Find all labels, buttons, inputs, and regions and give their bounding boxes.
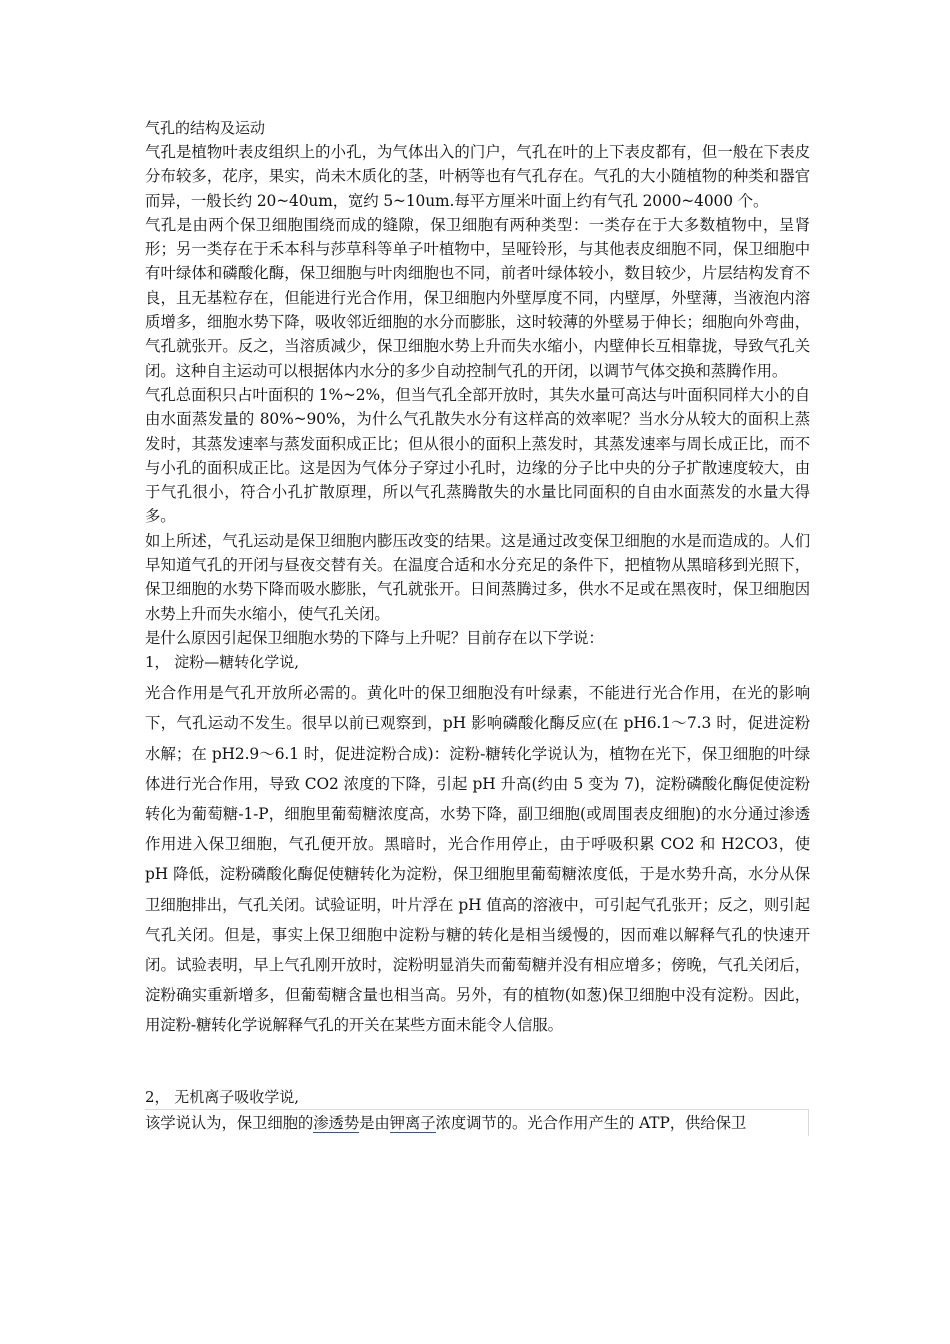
section2-text-before: 该学说认为，保卫细胞的 [145,1113,314,1132]
paragraph-guard-cells: 气孔是由两个保卫细胞围绕而成的缝隙，保卫细胞有两种类型：一类存在于大多数植物中，呈肾形；另一类存在于禾本科与莎草科等单子叶植物中，呈哑铃形，与其他表皮细胞不同，保卫细胞中有叶绿体和磷酸化酶，保卫细胞与叶肉细胞也不同，前者叶绿体较小，数目较少，片层结构发育不良，且无基粒存在，但能进行光合作用，保卫细胞内外壁厚度不同，内壁厚，外壁薄，当液泡内溶质增多，细胞水势下降，吸收邻近细胞的水分而膨胀，这时较薄的外壁易于伸长；细胞向外弯曲，气孔就张开。反之，当溶质减少，保卫细胞水势上升而失水缩小，内壁伸长互相靠拢，导致气孔关闭。这种自主运动可以根据体内水分的多少自动控制气孔的开闭，以调节气体交换和蒸腾作用。 [145,215,810,380]
section2-heading: 2， 无机离子吸收学说, [145,1087,300,1106]
section2-first-line [145,1109,809,1136]
section2-text-after: 浓度调节的。光合作用产生的 ATP，供给保卫 [435,1113,747,1132]
osmotic-potential-link[interactable]: 渗透势 [313,1113,360,1132]
paragraph-question: 是什么原因引起保卫细胞水势的下降与上升呢？目前存在以下学说： [145,628,604,647]
section1-body: 光合作用是气孔开放所必需的。黄化叶的保卫细胞没有叶绿素，不能进行光合作用，在光的影响下，气孔运动不发生。很早以前已观察到，pH 影响磷酸化酶反应(在 pH6.1～7.3 时，促进淀粉水解；在 pH2.9～6.1 时，促进淀粉合成)：淀粉-糖转化学说认为，植物在光下，保卫细胞的叶绿体进行光合作用，导致 CO2 浓度的下降，引起 pH 升高(约由 5 变为 7)，淀粉磷酸化酶促使淀粉转化为葡萄糖-1-P，细胞里葡萄糖浓度高，水势下降，副卫细胞(或周围表皮细胞)的水分通过渗透作用进入保卫细胞，气孔便开放。黑暗时，光合作用停止，由于呼吸积累 CO2 和 H2CO3，使 pH 降低，淀粉磷酸化酶促使糖转化为淀粉，保卫细胞里葡萄糖浓度低，于是水势升高，水分从保卫细胞排出，气孔关闭。试验证明，叶片浮在 pH 值高的溶液中，可引起气孔张开；反之，则引起气孔关闭。但是，事实上保卫细胞中淀粉与糖的转化是相当缓慢的，因而难以解释气孔的快速开闭。试验表明，早上气孔刚开放时，淀粉明显消失而葡萄糖并没有相应增多；傍晚，气孔关闭后，淀粉确实重新增多，但葡萄糖含量也相当高。另外，有的植物(如葱)保卫细胞中没有淀粉。因此，用淀粉-糖转化学说解释气孔的开关在某些方面未能令人信服。 [145,684,810,1035]
potassium-ion-link[interactable]: 钾离子 [389,1113,436,1132]
paragraph-stomata-movement: 如上所述，气孔运动是保卫细胞内膨压改变的结果。这是通过改变保卫细胞的水是而造成的。人们早知道气孔的开闭与昼夜交替有关。在温度合适和水分充足的条件下，把植物从黑暗移到光照下，保卫细胞的水势下降而吸水膨胀，气孔就张开。日间蒸腾过多，供水不足或在黑夜时，保卫细胞因水势上升而失水缩小，使气孔关闭。 [145,531,810,623]
document-title: 气孔的结构及运动 [145,119,266,137]
spacer [145,1041,810,1085]
paragraph-stomata-area: 气孔总面积只占叶面积的 1%~2%，但当气孔全部开放时，其失水量可高达与叶面积同样大小的自由水面蒸发量的 80%~90%，为什么气孔散失水分有这样高的效率呢？当水分从较大的面积上蒸发时，其蒸发速率与蒸发面积成正比；但从很小的面积上蒸发时，其蒸发速率与周长成正比，而不与小孔的面积成正比。这是因为气体分子穿过小孔时，边缘的分子比中央的分子扩散速度较大，由于气孔很小，符合小孔扩散原理，所以气孔蒸腾散失的水量比同面积的自由水面蒸发的水量大得多。 [145,385,810,526]
paragraph-stomata-definition: 气孔是植物叶表皮组织上的小孔，为气体出入的门户，气孔在叶的上下表皮都有，但一般在下表皮分布较多，花序，果实，尚未木质化的茎，叶柄等也有气孔存在。气孔的大小随植物的种类和器官而异，一般长约 20~40um，宽约 5~10um.每平方厘米叶面上约有气孔 2000~4000 个。 [145,143,810,210]
section2-text-middle: 是由 [359,1113,390,1132]
document-page [145,116,810,1136]
section1-heading: 1， 淀粉—糖转化学说, [145,653,300,672]
